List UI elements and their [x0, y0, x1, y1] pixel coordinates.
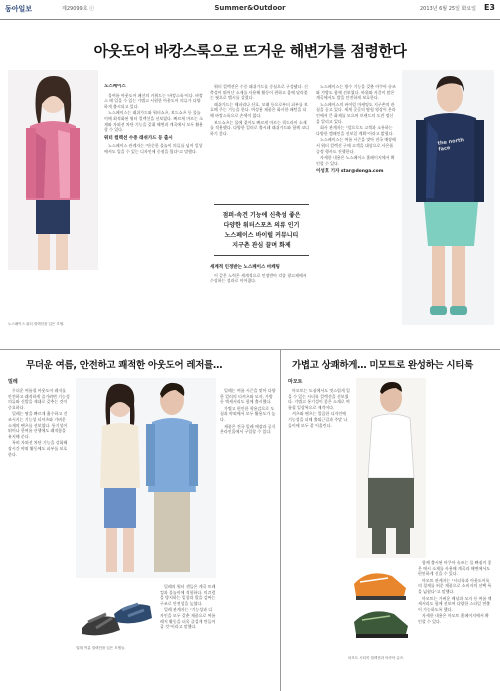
model-illustration [8, 70, 98, 270]
paragraph: 마모트는 가벼운 배낭과 모자 등 여름 액세서리도 함께 선보여 다양한 스타일 연출이 가능하도록 했다. [418, 595, 492, 612]
right-photo-caption: 마모트 시티룩 컬렉션과 아쿠아 슈즈. [348, 656, 405, 660]
paragraph: 노스페이스는 방수 기능을 갖춘 아쿠아 슈즈와 가방도 함께 선보였다. 바위와 자갈이 많은 계곡에서도 발을 안전하게 보호한다. [316, 84, 396, 101]
paragraph: 회사 관계자는 "앞으로도 고객과 소통하는 다양한 캠페인을 선보일 계획"이라고 밝혔다. [316, 125, 394, 136]
paragraph: 가볍고 편안한 착용감으로 도심과 야외에서 모두 활용도가 높다. [220, 405, 276, 422]
top-story-subhead-2: 세계적 인정받는 노스페이스 마케팅 [210, 265, 280, 270]
left-story-column-1 [8, 388, 70, 684]
pull-quote-line: 다양한 워터스포츠 의류 인기 [223, 222, 300, 229]
top-story-subhead: 워터 컬렉션 수중 래쉬가드 등 출시 [104, 135, 173, 141]
pull-quote [214, 204, 309, 256]
main-headline: 아웃도어 바캉스룩으로 뜨거운 해변가를 점령한다 [93, 42, 407, 60]
pull-quote-line: 지구촌 관심 끌며 화제 [232, 242, 291, 249]
pull-quote-line: 노스페이스 바이럴 커뮤니티 [224, 232, 299, 239]
paragraph: 셔츠와 팬츠는 깔끔한 디자인에 기능성을 더해 출퇴근길과 주말 나들이에 모두 잘 어울린다. [288, 411, 348, 428]
top-story-column-2 [210, 84, 310, 200]
man-illustration [356, 378, 426, 558]
paragraph: 노스페이스의 바이럴 마케팅도 지구촌의 관심을 끌고 있다. 세계 곳곳의 탐험 영상이 온라인에서 큰 화제를 모으며 브랜드의 도전 정신을 알리고 있다. [316, 101, 396, 124]
model-photo-right [402, 70, 494, 325]
model-illustration [402, 70, 494, 325]
paragraph: 무더운 여름철 아웃도어 레저를 안전하고 쾌적하게 즐기려면 기능성 의류와 신발을 제대로 갖추는 것이 중요하다. [8, 388, 70, 410]
shirt-lettering: the north face [437, 137, 465, 153]
masthead [0, 0, 500, 20]
paragraph: 래쉬가드는 해파리나 산호, 모래 등으로부터 피부를 보호해 주는 기능을 한다. 여성용 제품은 화사한 패턴을 더해 바캉스룩으로 손색이 없다. [210, 101, 308, 118]
top-story-column-1 [104, 84, 204, 316]
paragraph: 밀레의 워터 샌들은 계곡 트레킹과 물놀이에 적합하다. 미끄럼을 방지하는 밑창과 발을 감싸는 구조로 안전성을 높였다. [160, 584, 216, 606]
left-photo-caption: 밀레 여름 컬렉션을 입은 모델들. [76, 646, 126, 650]
top-photo-caption: 노스페이스 워터 컬렉션을 입은 모델. [8, 322, 65, 326]
left-story-column-2 [160, 584, 216, 684]
right-story-column-2 [418, 560, 492, 684]
right-story-column-1 [288, 388, 350, 684]
top-story-column-3 [316, 84, 396, 320]
paragraph: 밀레는 땀을 빠르게 흡수하고 건조시키는 기능성 티셔츠와 가벼운 소재의 팬츠를 선보였다. 통기성이 뛰어나 한여름 산행에도 쾌적함을 유지해 준다. [8, 411, 68, 439]
paragraph: 마모트 관계자는 "시티룩과 아웃도어룩의 경계를 허문 제품으로 소비자의 선택 폭을 넓혔다"고 말했다. [418, 577, 492, 594]
paragraph: 자세한 내용은 마모트 홈페이지에서 확인할 수 있다. [418, 613, 489, 624]
model-photo-left [8, 70, 98, 270]
sandal-icon [76, 584, 156, 644]
left-story-column-3 [220, 388, 276, 684]
right-story-headline: 가볍고 상쾌하게… 미모트로 완성하는 시티룩 [292, 360, 474, 371]
newspaper-logo: 동아일보 [5, 5, 33, 13]
paragraph: 올여름 아웃도어 패션의 키워드는 '바캉스룩'이다. 바캉스 때 입을 수 있는 가볍고 시원한 아웃도어 의류가 다양하게 출시되고 있다. [104, 92, 203, 109]
top-story-brand: 노스페이스 [104, 84, 126, 89]
paragraph: 밀레는 여름 시즌을 맞아 다양한 컬러의 티셔츠와 모자, 가방 등 액세서리도 함께 출시했다. [220, 388, 276, 405]
paragraph: 마모트는 도심에서도 멋스럽게 입을 수 있는 시티룩 컬렉션을 선보였다. 가볍고 통기성이 좋은 소재로 여름철 일상복으로 제격이다. [288, 388, 350, 410]
paragraph: 제품은 전국 밀레 매장과 공식 온라인몰에서 구입할 수 있다. [220, 423, 276, 435]
paragraph: 특히 자외선 차단 기능을 강화해 장시간 야외 활동에도 피부를 보호한다. [8, 440, 68, 457]
issue-number: 제29099호 ⓒ [62, 6, 95, 12]
paragraph: 워터 컬렉션은 수중 래쉬가드를 중심으로 구성됐다. 신축성이 뛰어난 소재를 사용해 활동이 편하고 몸에 달라붙는 핏으로 맵시를 살렸다. [210, 84, 308, 101]
right-story-brand: 마모트 [288, 379, 303, 385]
section-title: Summer&Outdoor [214, 4, 286, 12]
issue-date: 2013년 6월 25일 화요일 [419, 6, 476, 12]
paragraph: 노스페이스는 래쉬가드와 워터쇼츠, 보드쇼츠 등 물놀이에 최적화된 워터 컬렉션을 선보였다. 빠르게 마르는 소재와 자외선 차단 기능을 갖춰 해변과 계곡에서 모두 활용할 수 있다. [104, 110, 204, 133]
paragraph: 노스페이스 관계자는 "단순한 물놀이 의류를 넘어 일상에서도 입을 수 있는 디자인에 중점을 뒀다"고 말했다. [104, 143, 203, 154]
paragraph: 함께 출시된 아쿠아 슈즈는 물 빠짐이 좋은 메시 소재를 사용해 계곡과 해변에서도 편안하게 신을 수 있다. [418, 560, 492, 577]
page-number: E3 [483, 3, 495, 12]
man-photo [356, 378, 426, 558]
paragraph: 밀레 관계자는 "기능성과 디자인을 모두 갖춘 제품으로 여름 레저 활동을 더욱 즐겁게 만들어 줄 것"이라고 말했다. [160, 607, 216, 630]
paragraph: 자세한 내용은 노스페이스 홈페이지에서 확인할 수 있다. [316, 155, 395, 166]
shoe-icon [348, 560, 414, 650]
reporter-email: 이성호 기자 star@donga.com [316, 169, 384, 175]
section-divider [0, 349, 500, 350]
paragraph: 이 같은 노력은 세계적으로 인정받아 각종 광고제에서 수상하는 성과로 이어졌다. [210, 272, 307, 284]
couple-illustration [76, 378, 216, 578]
column-divider [280, 349, 281, 691]
left-story-headline: 무더운 여름, 안전하고 쾌적한 아웃도어 레저를… [26, 360, 223, 371]
left-story-brand: 밀레 [8, 379, 18, 385]
sandals-photo [76, 584, 156, 644]
couple-photo [76, 378, 216, 578]
top-story-column-2b [210, 262, 310, 320]
shoes-photo [348, 560, 414, 650]
pull-quote-line: 점퍼·속건 기능에 신축성 좋은 [222, 212, 301, 219]
paragraph: 노스페이스는 여름 시즌을 맞아 전국 매장에서 워터 컬렉션 구매 고객을 대상으로 사은품 증정 행사도 진행한다. [316, 137, 396, 154]
paragraph: 보드쇼츠는 물에 젖어도 빠르게 마르는 퀵드라이 소재를 적용했다. 다양한 컬러로 출시돼 래쉬가드와 함께 코디하기 좋다. [210, 119, 310, 136]
